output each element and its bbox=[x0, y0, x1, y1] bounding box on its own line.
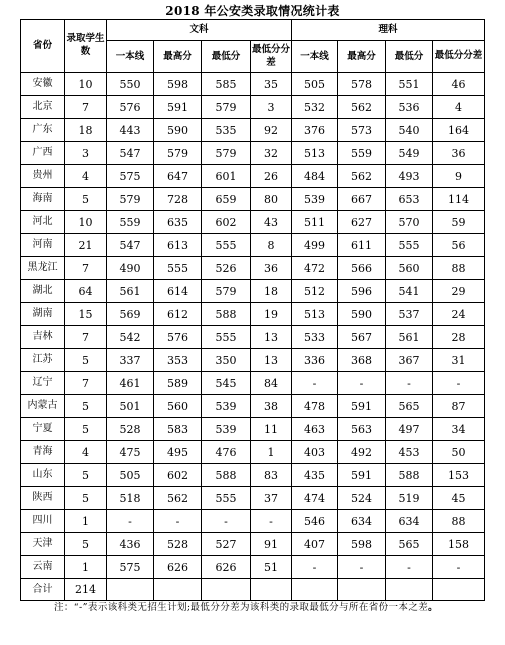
province-cell: 内蒙古 bbox=[21, 395, 65, 418]
like-min-cell: 570 bbox=[386, 211, 433, 234]
table-title: 2018 年公安类录取情况统计表 bbox=[165, 4, 340, 18]
wenke-diff-cell: 43 bbox=[251, 211, 292, 234]
province-cell: 天津 bbox=[21, 533, 65, 556]
wenke-cutoff-cell: 542 bbox=[107, 326, 154, 349]
count-cell: 64 bbox=[65, 280, 107, 303]
count-cell: 5 bbox=[65, 188, 107, 211]
table-row bbox=[21, 464, 485, 487]
wenke-cutoff-cell: 579 bbox=[107, 188, 154, 211]
like-diff-cell: 28 bbox=[433, 326, 485, 349]
table-row bbox=[21, 303, 485, 326]
wenke-cutoff-cell: - bbox=[107, 510, 154, 533]
wenke-min-cell: 539 bbox=[202, 418, 251, 441]
like-max-cell: 634 bbox=[338, 510, 386, 533]
like-min-cell: 519 bbox=[386, 487, 433, 510]
wenke-min-cell: 527 bbox=[202, 533, 251, 556]
like-max-cell: 591 bbox=[338, 464, 386, 487]
wenke-diff-cell: 13 bbox=[251, 349, 292, 372]
table-row bbox=[21, 165, 485, 188]
province-cell: 湖北 bbox=[21, 280, 65, 303]
province-cell: 北京 bbox=[21, 96, 65, 119]
wenke-min-cell: 626 bbox=[202, 556, 251, 579]
wenke-diff-cell: 36 bbox=[251, 257, 292, 280]
wenke-cutoff-cell: 475 bbox=[107, 441, 154, 464]
like-cutoff-cell: - bbox=[292, 556, 338, 579]
table-row bbox=[21, 280, 485, 303]
like-diff-cell: 164 bbox=[433, 119, 485, 142]
like-cutoff-cell: - bbox=[292, 372, 338, 395]
count-cell: 10 bbox=[65, 73, 107, 96]
wenke-max-cell: 613 bbox=[154, 234, 202, 257]
like-diff-cell: - bbox=[433, 556, 485, 579]
count-cell: 5 bbox=[65, 533, 107, 556]
wenke-min-cell: 585 bbox=[202, 73, 251, 96]
like-diff-cell: - bbox=[433, 372, 485, 395]
province-cell: 辽宁 bbox=[21, 372, 65, 395]
like-max-cell: 563 bbox=[338, 418, 386, 441]
province-cell: 陕西 bbox=[21, 487, 65, 510]
like-diff-cell: 9 bbox=[433, 165, 485, 188]
table-row bbox=[21, 418, 485, 441]
like-diff-cell: 46 bbox=[433, 73, 485, 96]
like-diff-cell: 56 bbox=[433, 234, 485, 257]
like-min-cell: 634 bbox=[386, 510, 433, 533]
total-label: 合计 bbox=[21, 579, 65, 601]
like-max-cell: 562 bbox=[338, 165, 386, 188]
count-cell: 7 bbox=[65, 257, 107, 280]
count-cell: 18 bbox=[65, 119, 107, 142]
admission-stats-table bbox=[20, 19, 485, 601]
like-max-cell: 559 bbox=[338, 142, 386, 165]
count-cell: 15 bbox=[65, 303, 107, 326]
wenke-min-cell: 579 bbox=[202, 142, 251, 165]
header-w-max: 最高分 bbox=[154, 41, 202, 73]
like-cutoff-cell: 499 bbox=[292, 234, 338, 257]
wenke-max-cell: 626 bbox=[154, 556, 202, 579]
header-province: 省份 bbox=[21, 20, 65, 73]
like-cutoff-cell: 484 bbox=[292, 165, 338, 188]
province-cell: 云南 bbox=[21, 556, 65, 579]
header-enrolled: 录取学生数 bbox=[65, 20, 107, 73]
like-min-cell: 549 bbox=[386, 142, 433, 165]
wenke-cutoff-cell: 550 bbox=[107, 73, 154, 96]
wenke-min-cell: 535 bbox=[202, 119, 251, 142]
wenke-max-cell: 728 bbox=[154, 188, 202, 211]
count-cell: 5 bbox=[65, 349, 107, 372]
like-max-cell: 611 bbox=[338, 234, 386, 257]
province-cell: 广西 bbox=[21, 142, 65, 165]
province-cell: 湖南 bbox=[21, 303, 65, 326]
like-cutoff-cell: 505 bbox=[292, 73, 338, 96]
wenke-cutoff-cell: 547 bbox=[107, 142, 154, 165]
like-min-cell: 497 bbox=[386, 418, 433, 441]
header-wenke: 文科 bbox=[107, 20, 292, 41]
like-max-cell: 578 bbox=[338, 73, 386, 96]
like-max-cell: 567 bbox=[338, 326, 386, 349]
like-cutoff-cell: 532 bbox=[292, 96, 338, 119]
like-cutoff-cell: 511 bbox=[292, 211, 338, 234]
wenke-min-cell: 350 bbox=[202, 349, 251, 372]
header-w-cutoff: 一本线 bbox=[107, 41, 154, 73]
wenke-min-cell: 579 bbox=[202, 96, 251, 119]
province-cell: 河北 bbox=[21, 211, 65, 234]
like-cutoff-cell: 336 bbox=[292, 349, 338, 372]
wenke-diff-cell: 35 bbox=[251, 73, 292, 96]
wenke-min-cell: 555 bbox=[202, 326, 251, 349]
wenke-diff-cell: 19 bbox=[251, 303, 292, 326]
count-cell: 7 bbox=[65, 372, 107, 395]
wenke-max-cell: 560 bbox=[154, 395, 202, 418]
like-cutoff-cell: 533 bbox=[292, 326, 338, 349]
wenke-diff-cell: 8 bbox=[251, 234, 292, 257]
wenke-min-cell: 555 bbox=[202, 234, 251, 257]
like-cutoff-cell: 478 bbox=[292, 395, 338, 418]
like-min-cell: 653 bbox=[386, 188, 433, 211]
wenke-cutoff-cell: 575 bbox=[107, 556, 154, 579]
wenke-max-cell: 579 bbox=[154, 142, 202, 165]
like-max-cell: 562 bbox=[338, 96, 386, 119]
like-min-cell: 555 bbox=[386, 234, 433, 257]
wenke-diff-cell: 92 bbox=[251, 119, 292, 142]
header-w-diff: 最低分分差 bbox=[251, 41, 292, 73]
wenke-max-cell: 647 bbox=[154, 165, 202, 188]
count-cell: 10 bbox=[65, 211, 107, 234]
header-l-min: 最低分 bbox=[386, 41, 433, 73]
like-min-cell: 540 bbox=[386, 119, 433, 142]
count-cell: 21 bbox=[65, 234, 107, 257]
footnote-period: 。 bbox=[428, 602, 439, 613]
wenke-diff-cell: 51 bbox=[251, 556, 292, 579]
wenke-min-cell: 588 bbox=[202, 464, 251, 487]
like-max-cell: 566 bbox=[338, 257, 386, 280]
like-min-cell: 588 bbox=[386, 464, 433, 487]
table-row bbox=[21, 119, 485, 142]
wenke-diff-cell: 84 bbox=[251, 372, 292, 395]
wenke-cutoff-cell: 561 bbox=[107, 280, 154, 303]
like-diff-cell: 88 bbox=[433, 510, 485, 533]
like-diff-cell: 50 bbox=[433, 441, 485, 464]
wenke-cutoff-cell: 436 bbox=[107, 533, 154, 556]
like-min-cell: 367 bbox=[386, 349, 433, 372]
province-cell: 宁夏 bbox=[21, 418, 65, 441]
table-row bbox=[21, 211, 485, 234]
count-cell: 5 bbox=[65, 487, 107, 510]
province-cell: 四川 bbox=[21, 510, 65, 533]
wenke-cutoff-cell: 575 bbox=[107, 165, 154, 188]
like-cutoff-cell: 435 bbox=[292, 464, 338, 487]
wenke-max-cell: 590 bbox=[154, 119, 202, 142]
like-cutoff-cell: 474 bbox=[292, 487, 338, 510]
like-max-cell: 596 bbox=[338, 280, 386, 303]
table-row bbox=[21, 142, 485, 165]
wenke-diff-cell: 83 bbox=[251, 464, 292, 487]
wenke-min-cell: 588 bbox=[202, 303, 251, 326]
count-cell: 4 bbox=[65, 441, 107, 464]
wenke-min-cell: 545 bbox=[202, 372, 251, 395]
wenke-cutoff-cell: 576 bbox=[107, 96, 154, 119]
count-cell: 3 bbox=[65, 142, 107, 165]
like-diff-cell: 87 bbox=[433, 395, 485, 418]
wenke-max-cell: 353 bbox=[154, 349, 202, 372]
table-row bbox=[21, 188, 485, 211]
like-max-cell: - bbox=[338, 556, 386, 579]
wenke-min-cell: 659 bbox=[202, 188, 251, 211]
like-min-cell: 541 bbox=[386, 280, 433, 303]
wenke-min-cell: 539 bbox=[202, 395, 251, 418]
like-cutoff-cell: 407 bbox=[292, 533, 338, 556]
count-cell: 4 bbox=[65, 165, 107, 188]
table-row bbox=[21, 395, 485, 418]
like-cutoff-cell: 546 bbox=[292, 510, 338, 533]
wenke-cutoff-cell: 528 bbox=[107, 418, 154, 441]
count-cell: 7 bbox=[65, 96, 107, 119]
province-cell: 贵州 bbox=[21, 165, 65, 188]
like-cutoff-cell: 512 bbox=[292, 280, 338, 303]
header-l-max: 最高分 bbox=[338, 41, 386, 73]
footnote-text: 注：“-”表示该科类无招生计划;最低分分差为该科类的录取最低分与所在省份一本之差 bbox=[54, 602, 429, 613]
like-max-cell: 590 bbox=[338, 303, 386, 326]
province-cell: 青海 bbox=[21, 441, 65, 464]
table-row bbox=[21, 487, 485, 510]
like-min-cell: - bbox=[386, 372, 433, 395]
like-max-cell: - bbox=[338, 372, 386, 395]
wenke-diff-cell: 91 bbox=[251, 533, 292, 556]
like-min-cell: 453 bbox=[386, 441, 433, 464]
like-diff-cell: 34 bbox=[433, 418, 485, 441]
header-row-1 bbox=[21, 20, 485, 41]
wenke-max-cell: 598 bbox=[154, 73, 202, 96]
like-diff-cell: 59 bbox=[433, 211, 485, 234]
wenke-diff-cell: 13 bbox=[251, 326, 292, 349]
wenke-min-cell: - bbox=[202, 510, 251, 533]
count-cell: 5 bbox=[65, 418, 107, 441]
wenke-diff-cell: 32 bbox=[251, 142, 292, 165]
wenke-diff-cell: 3 bbox=[251, 96, 292, 119]
like-cutoff-cell: 472 bbox=[292, 257, 338, 280]
wenke-cutoff-cell: 518 bbox=[107, 487, 154, 510]
province-cell: 江苏 bbox=[21, 349, 65, 372]
table-row bbox=[21, 372, 485, 395]
like-diff-cell: 29 bbox=[433, 280, 485, 303]
like-max-cell: 598 bbox=[338, 533, 386, 556]
total-count: 214 bbox=[65, 579, 107, 601]
table-row bbox=[21, 441, 485, 464]
wenke-cutoff-cell: 443 bbox=[107, 119, 154, 142]
wenke-cutoff-cell: 501 bbox=[107, 395, 154, 418]
like-diff-cell: 45 bbox=[433, 487, 485, 510]
footnote bbox=[54, 597, 474, 619]
table-row bbox=[21, 510, 485, 533]
table-row bbox=[21, 533, 485, 556]
like-min-cell: 565 bbox=[386, 395, 433, 418]
like-max-cell: 573 bbox=[338, 119, 386, 142]
count-cell: 1 bbox=[65, 556, 107, 579]
wenke-max-cell: 612 bbox=[154, 303, 202, 326]
province-cell: 河南 bbox=[21, 234, 65, 257]
wenke-diff-cell: 38 bbox=[251, 395, 292, 418]
wenke-cutoff-cell: 559 bbox=[107, 211, 154, 234]
like-min-cell: 560 bbox=[386, 257, 433, 280]
wenke-diff-cell: - bbox=[251, 510, 292, 533]
like-diff-cell: 88 bbox=[433, 257, 485, 280]
wenke-diff-cell: 11 bbox=[251, 418, 292, 441]
wenke-diff-cell: 1 bbox=[251, 441, 292, 464]
like-min-cell: 493 bbox=[386, 165, 433, 188]
like-min-cell: 561 bbox=[386, 326, 433, 349]
count-cell: 7 bbox=[65, 326, 107, 349]
province-cell: 黑龙江 bbox=[21, 257, 65, 280]
count-cell: 5 bbox=[65, 464, 107, 487]
wenke-diff-cell: 80 bbox=[251, 188, 292, 211]
like-cutoff-cell: 403 bbox=[292, 441, 338, 464]
table-row bbox=[21, 96, 485, 119]
like-max-cell: 627 bbox=[338, 211, 386, 234]
like-cutoff-cell: 513 bbox=[292, 303, 338, 326]
header-l-cutoff: 一本线 bbox=[292, 41, 338, 73]
table-row bbox=[21, 349, 485, 372]
header-w-min: 最低分 bbox=[202, 41, 251, 73]
wenke-cutoff-cell: 569 bbox=[107, 303, 154, 326]
wenke-max-cell: 583 bbox=[154, 418, 202, 441]
wenke-diff-cell: 26 bbox=[251, 165, 292, 188]
province-cell: 安徽 bbox=[21, 73, 65, 96]
like-min-cell: 536 bbox=[386, 96, 433, 119]
wenke-max-cell: 589 bbox=[154, 372, 202, 395]
wenke-max-cell: 635 bbox=[154, 211, 202, 234]
like-max-cell: 524 bbox=[338, 487, 386, 510]
table-row bbox=[21, 326, 485, 349]
wenke-min-cell: 476 bbox=[202, 441, 251, 464]
wenke-max-cell: 555 bbox=[154, 257, 202, 280]
like-max-cell: 591 bbox=[338, 395, 386, 418]
wenke-cutoff-cell: 490 bbox=[107, 257, 154, 280]
like-diff-cell: 114 bbox=[433, 188, 485, 211]
wenke-min-cell: 602 bbox=[202, 211, 251, 234]
like-min-cell: 551 bbox=[386, 73, 433, 96]
table-row bbox=[21, 257, 485, 280]
table-row bbox=[21, 73, 485, 96]
wenke-max-cell: 495 bbox=[154, 441, 202, 464]
province-cell: 吉林 bbox=[21, 326, 65, 349]
count-cell: 1 bbox=[65, 510, 107, 533]
like-max-cell: 667 bbox=[338, 188, 386, 211]
like-cutoff-cell: 539 bbox=[292, 188, 338, 211]
wenke-min-cell: 555 bbox=[202, 487, 251, 510]
wenke-max-cell: 528 bbox=[154, 533, 202, 556]
wenke-min-cell: 526 bbox=[202, 257, 251, 280]
like-cutoff-cell: 376 bbox=[292, 119, 338, 142]
like-cutoff-cell: 513 bbox=[292, 142, 338, 165]
like-diff-cell: 158 bbox=[433, 533, 485, 556]
wenke-max-cell: 614 bbox=[154, 280, 202, 303]
province-cell: 广东 bbox=[21, 119, 65, 142]
like-diff-cell: 153 bbox=[433, 464, 485, 487]
wenke-min-cell: 579 bbox=[202, 280, 251, 303]
like-cutoff-cell: 463 bbox=[292, 418, 338, 441]
like-min-cell: - bbox=[386, 556, 433, 579]
like-diff-cell: 24 bbox=[433, 303, 485, 326]
like-max-cell: 368 bbox=[338, 349, 386, 372]
province-cell: 海南 bbox=[21, 188, 65, 211]
wenke-diff-cell: 18 bbox=[251, 280, 292, 303]
header-like: 理科 bbox=[292, 20, 485, 41]
table-row bbox=[21, 234, 485, 257]
wenke-max-cell: 562 bbox=[154, 487, 202, 510]
like-min-cell: 537 bbox=[386, 303, 433, 326]
like-diff-cell: 4 bbox=[433, 96, 485, 119]
header-l-diff: 最低分分差 bbox=[433, 41, 485, 73]
wenke-cutoff-cell: 337 bbox=[107, 349, 154, 372]
wenke-max-cell: 591 bbox=[154, 96, 202, 119]
wenke-max-cell: - bbox=[154, 510, 202, 533]
like-diff-cell: 31 bbox=[433, 349, 485, 372]
province-cell: 山东 bbox=[21, 464, 65, 487]
table-body bbox=[21, 73, 485, 579]
like-min-cell: 565 bbox=[386, 533, 433, 556]
table-row bbox=[21, 556, 485, 579]
wenke-diff-cell: 37 bbox=[251, 487, 292, 510]
wenke-cutoff-cell: 547 bbox=[107, 234, 154, 257]
wenke-min-cell: 601 bbox=[202, 165, 251, 188]
like-diff-cell: 36 bbox=[433, 142, 485, 165]
wenke-max-cell: 576 bbox=[154, 326, 202, 349]
wenke-cutoff-cell: 461 bbox=[107, 372, 154, 395]
wenke-cutoff-cell: 505 bbox=[107, 464, 154, 487]
wenke-max-cell: 602 bbox=[154, 464, 202, 487]
count-cell: 5 bbox=[65, 395, 107, 418]
like-max-cell: 492 bbox=[338, 441, 386, 464]
